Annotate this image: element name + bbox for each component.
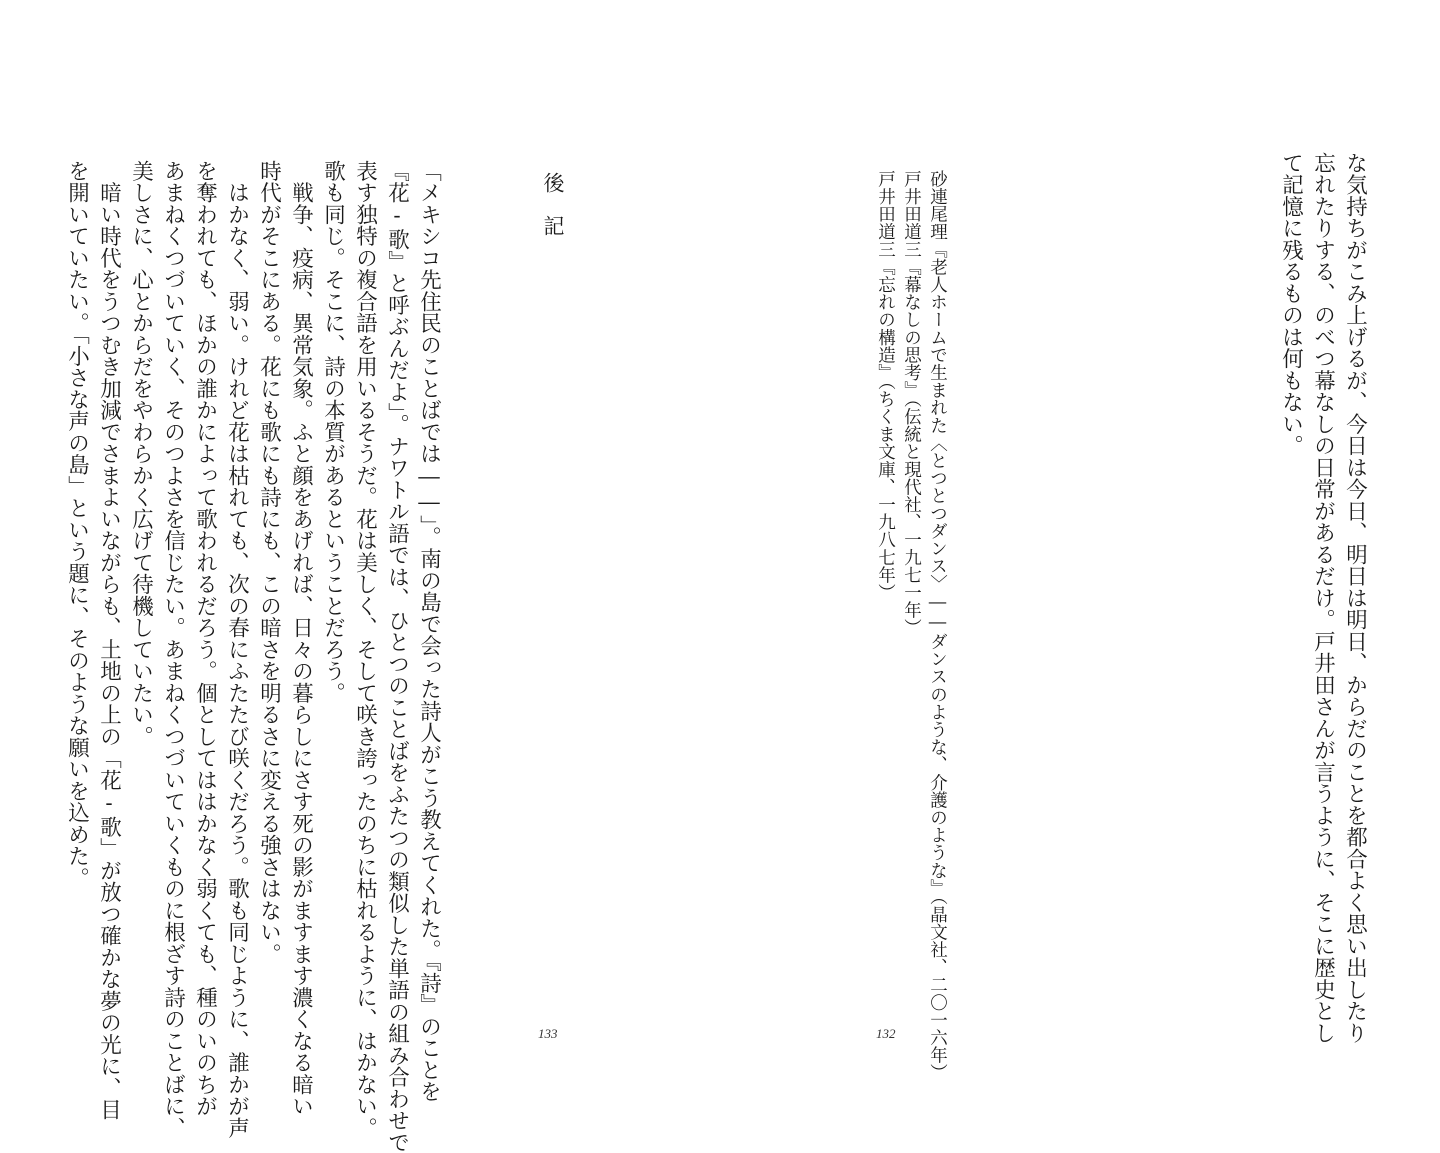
body-line: 『花‐歌』と呼ぶんだよ」。ナワトル語では、ひとつのことばをふたつの類似した単語の組み合わせで bbox=[384, 160, 410, 1153]
body-line: 時代がそこにある。花にも歌にも詩にも、この暗さを明るさに変える強さはない。 bbox=[256, 160, 282, 965]
body-line: を開いていたい。「小さな声の島」という題に、そのような願いを込めた。 bbox=[64, 160, 90, 889]
section-heading: 後記 bbox=[541, 172, 565, 258]
reference-line: 砂連尾理『老人ホームで生まれた〈とつとつダンス〉――ダンスのような、介護のような』（晶文社、二〇一六年） bbox=[927, 170, 948, 1082]
body-line: 忘れたりする、のべつ幕なしの日常があるだけ。戸井田さんが言うように、そこに歴史とし bbox=[1310, 152, 1336, 1044]
body-line: 「メキシコ先住民のことばでは――」。南の島で会った詩人がこう教えてくれた。『詩』のことを bbox=[416, 160, 442, 1103]
body-line: を奪われても、ほかの誰かによって歌われるだろう。個としてははかなく弱くても、種のいのちが bbox=[192, 160, 218, 1117]
body-line: 表す独特の複合語を用いるそうだ。花は美しく、そして咲き誇ったのちに枯れるように、はかない。 bbox=[352, 160, 378, 1139]
reference-line: 戸井田道三『忘れの構造』（ちくま文庫、一九八七年） bbox=[875, 170, 896, 602]
page-number: 133 bbox=[538, 1026, 558, 1041]
body-line: はかなく、弱い。けれど花は枯れても、次の春にふたたび咲くだろう。歌も同じように、誰かが声 bbox=[224, 160, 250, 1139]
page-number: 132 bbox=[876, 1026, 896, 1041]
body-line: な気持ちがこみ上げるが、今日は今日、明日は明日、からだのことを都合よく思い出したり bbox=[1342, 152, 1368, 1044]
reference-line: 戸井田道三『幕なしの思考』（伝統と現代社、一九七一年） bbox=[901, 170, 922, 637]
body-line: て記憶に残るものは何もない。 bbox=[1278, 152, 1304, 457]
body-line: 暗い時代をうつむき加減でさまよいながらも、土地の上の「花‐歌」が放つ確かな夢の光に、目 bbox=[96, 160, 122, 1121]
body-line: 歌も同じ。そこに、詩の本質があるということだろう。 bbox=[320, 160, 346, 704]
body-line: あまねくつづいていく、そのつよさを信じたい。あまねくつづいていくものに根ざす詩のことばに、 bbox=[160, 160, 186, 1139]
body-line: 美しさに、心とからだをやわらかく広げて待機していたい。 bbox=[128, 160, 154, 748]
body-line: 戦争、疫病、異常気象。ふと顔をあげれば、日々の暮らしにさす死の影がますます濃くなる暗い bbox=[288, 160, 314, 1117]
